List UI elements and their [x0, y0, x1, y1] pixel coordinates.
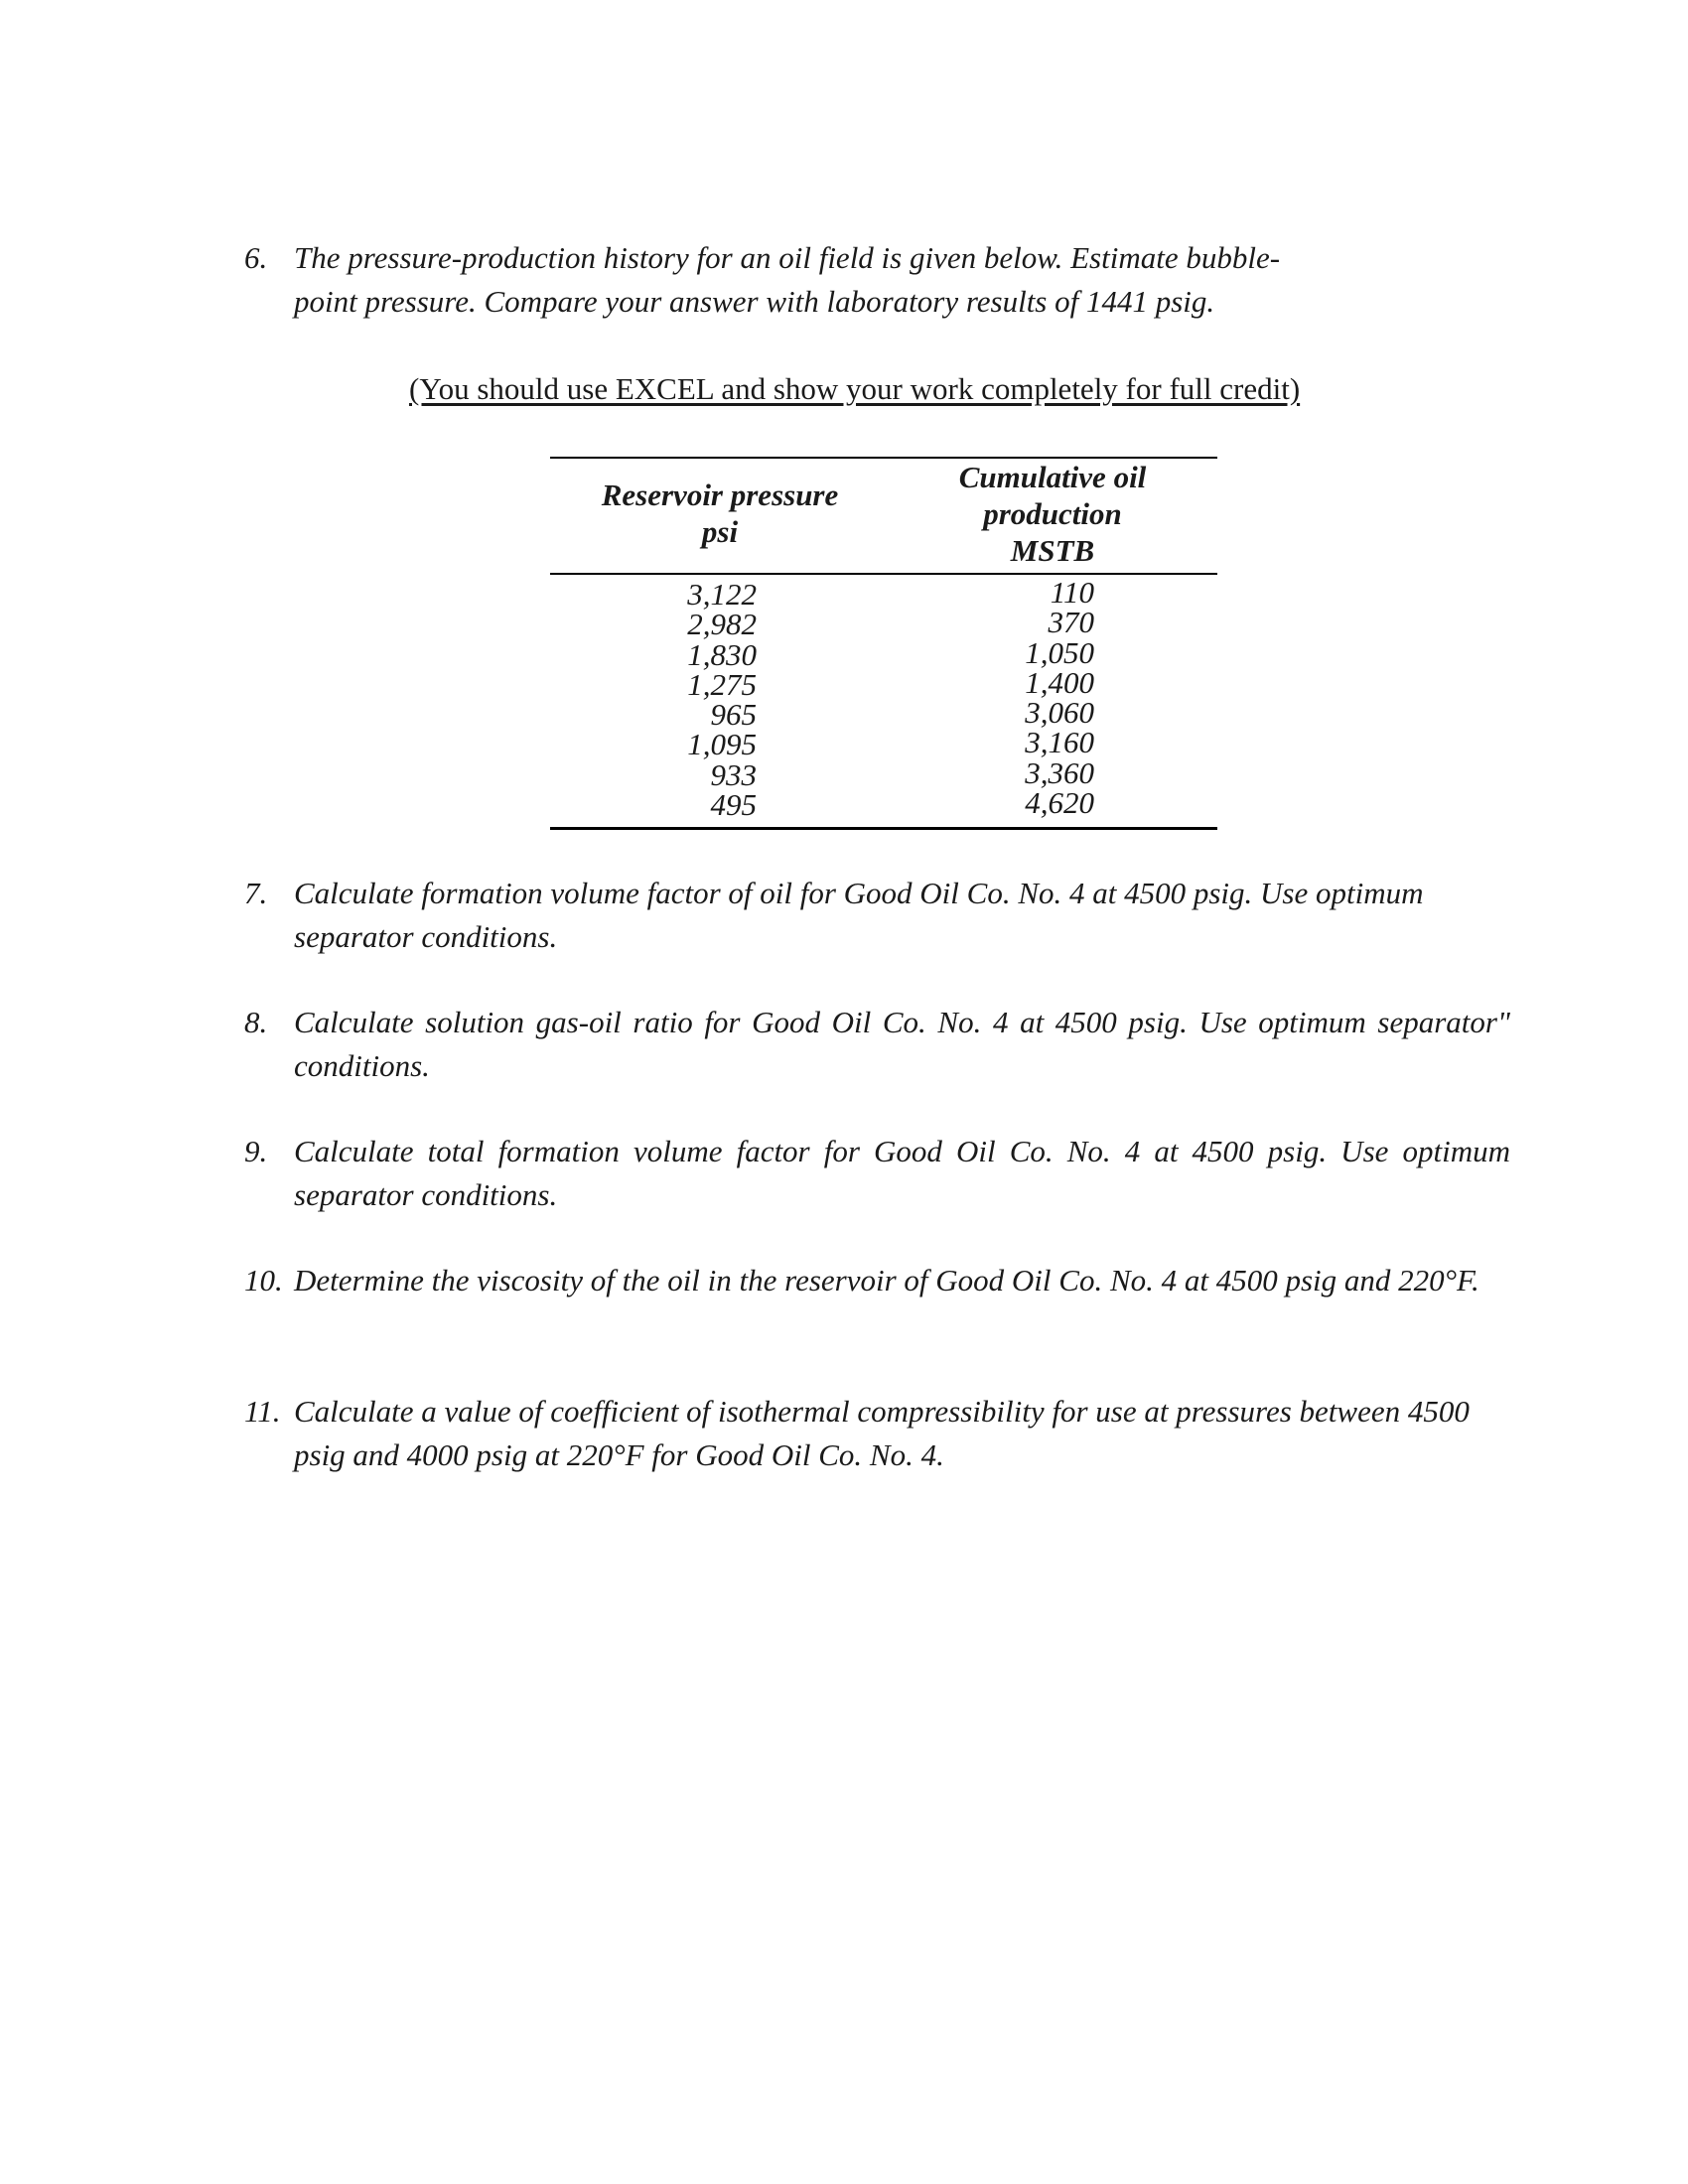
table-cell: 3,122: [687, 577, 757, 612]
problem-text: Calculate formation volume factor of oil for Good Oil Co. No. 4 at 4500 psig. Use optimum separator conditions.: [294, 876, 1424, 954]
problem-number: 9.: [244, 1134, 268, 1168]
table-cell: 933: [710, 756, 757, 792]
table-cell: 3,060: [1025, 695, 1094, 731]
table-header-rule: [550, 573, 1217, 575]
problem-text: Determine the viscosity of the oil in the reservoir of Good Oil Co. No. 4 at 4500 psig and 220°F.: [294, 1263, 1479, 1297]
table-cell: 1,095: [687, 727, 757, 762]
table-cell: 110: [1050, 575, 1094, 610]
problem-number: 10.: [244, 1263, 283, 1297]
table-cell: 1,400: [1025, 664, 1094, 700]
column-reservoir-pressure-values: [635, 577, 757, 823]
problem-number: 6.: [244, 240, 268, 275]
excel-instruction-note: (You should use EXCEL and show your work completely for full credit): [409, 371, 1301, 406]
table-cell: 3,360: [1025, 754, 1094, 790]
column-cumulative-production-values: [973, 575, 1094, 821]
problem-number: 8.: [244, 1005, 268, 1039]
table-cell: 2,982: [687, 607, 757, 642]
table-bottom-rule: [550, 827, 1217, 830]
table-cell: 495: [710, 787, 757, 823]
problem-text: Calculate total formation volume factor for Good Oil Co. No. 4 at 4500 psig. Use optimum separator conditions.: [294, 1134, 1510, 1212]
problem-text: Calculate solution gas-oil ratio for Good Oil Co. No. 4 at 4500 psig. Use optimum separator" conditions.: [294, 1005, 1510, 1083]
column-header-reservoir-pressure: Reservoir pressure psi: [601, 478, 839, 549]
table-cell: 3,160: [1025, 725, 1094, 760]
table-cell: 4,620: [1025, 785, 1094, 821]
table-cell: 1,050: [1025, 634, 1094, 670]
table-cell: 1,830: [687, 636, 757, 672]
problem-text: Calculate a value of coefficient of isothermal compressibility for use at pressures between 4500 psig and 4000 psig at 220°F for Good Oil Co. No. 4.: [294, 1394, 1470, 1472]
column-header-cumulative-production: Cumulative oil production MSTB: [958, 460, 1147, 568]
problem-text: The pressure-production history for an oil field is given below. Estimate bubble-point pressure. Compare your answer with laboratory results of 1441 psig.: [294, 240, 1281, 319]
table-cell: 1,275: [687, 666, 757, 702]
problem-number: 7.: [244, 876, 268, 910]
problem-number: 11.: [244, 1394, 281, 1429]
table-cell: 965: [710, 697, 757, 733]
table-cell: 370: [1048, 605, 1094, 640]
